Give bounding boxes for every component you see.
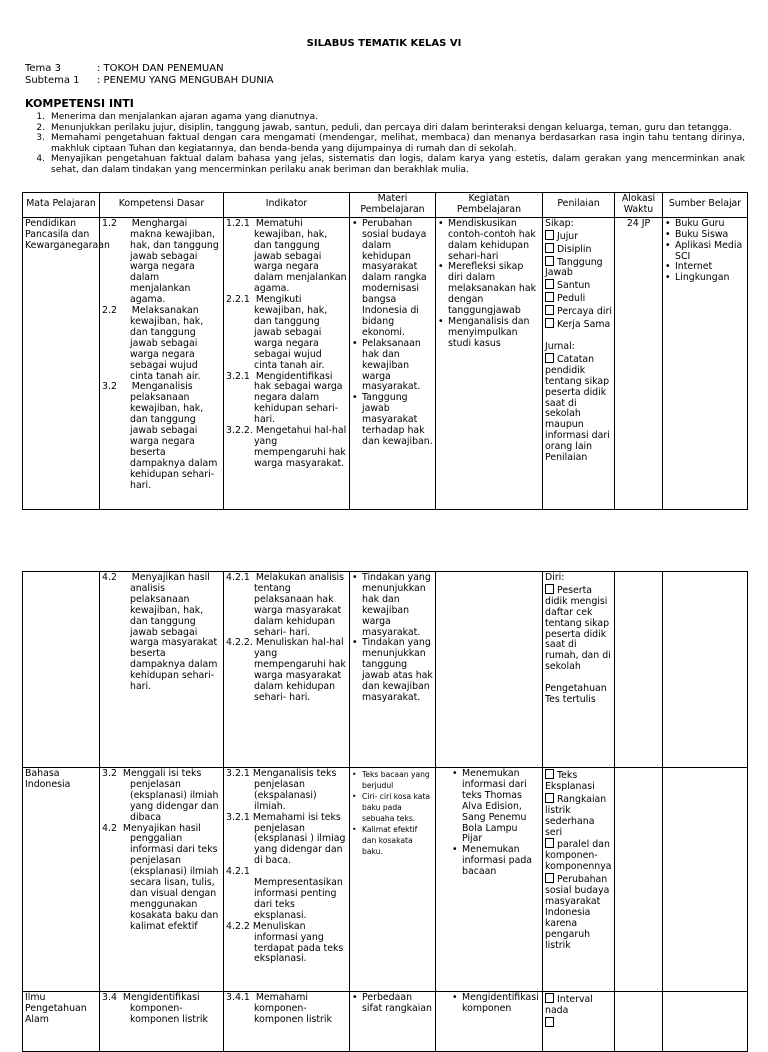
kompetensi-inti-heading: KOMPETENSI INTI xyxy=(25,97,134,110)
penilaian-item xyxy=(545,243,612,256)
col-header-mata-pelajaran: Mata Pelajaran xyxy=(23,193,100,218)
indikator-item: 4.2.2 Menuliskan informasi yang terdapat pada teks eksplanasi. xyxy=(226,920,347,965)
penilaian-text: Santun xyxy=(557,280,591,292)
penilaian-sikap-label: Sikap: xyxy=(545,217,574,229)
materi-item: • Perbedaan sifat rangkaian xyxy=(352,993,433,1015)
materi-item: • Teks bacaan yang berjudul xyxy=(352,769,433,791)
sumber-item: • Lingkungan xyxy=(665,273,745,284)
cell-indikator xyxy=(224,217,350,509)
cell-kegiatan xyxy=(436,768,543,992)
tema-label: Tema 3 xyxy=(25,63,61,74)
materi-item: • Tindakan yang menunjukkan hak dan kewajiban warga masyarakat. xyxy=(352,573,433,638)
penilaian-item xyxy=(545,793,612,839)
cell-alokasi xyxy=(615,768,663,992)
ki-number: 1. xyxy=(36,112,45,122)
ki-number: 2. xyxy=(36,122,45,133)
materi-item: • Ciri- ciri kosa kata baku pada sebuaha teks. xyxy=(352,791,433,824)
sumber-item: • Buku Guru xyxy=(665,219,745,230)
penilaian-item xyxy=(545,873,612,951)
checkbox-icon xyxy=(545,993,554,1003)
checkbox-icon xyxy=(545,318,554,328)
ki-number: 4. xyxy=(36,154,45,164)
checkbox-icon xyxy=(545,243,554,253)
indikator-item: 4.2.1 Mempresentasikan informasi penting dari teks eksplanasi. xyxy=(226,866,346,921)
penilaian-tail: Penilaian xyxy=(545,452,588,464)
penilaian-text: Peserta didik mengisi daftar cek tentang sikap peserta didik saat di rumah, dan di sekolah xyxy=(545,584,611,673)
penilaian-item xyxy=(545,838,612,873)
indikator-item: 2.2.1 Mengikuti kewajiban, hak, dan tanggung jawab sebagai warga negara sebagai wujud cinta tanah air. xyxy=(226,294,331,371)
syllabus-table-part-2 xyxy=(22,571,748,1052)
penilaian-item xyxy=(545,318,612,331)
checkbox-icon xyxy=(545,353,554,363)
checkbox-icon xyxy=(545,769,554,779)
cell-subject: Ilmu Pengetahuan Alam xyxy=(23,992,100,1052)
penilaian-head: Diri: xyxy=(545,572,565,583)
sumber-item: • Internet xyxy=(665,262,745,273)
col-header-indikator: Indikator xyxy=(224,193,350,218)
ki-text: Memahami pengetahuan faktual dengan cara mengamati (mendengar, melihat, membaca) dan menanya berdasarkan rasa ingin tahu tentang dirinya, makhluk ciptaan Tuhan dan kegiatannya, dan benda-benda yang dijumpainya di rumah dan di sekolah. xyxy=(51,133,745,154)
penilaian-text: Teks Eksplanasi xyxy=(545,770,595,792)
checkbox-icon xyxy=(545,584,554,594)
col-header-materi: Materi Pembelajaran xyxy=(350,193,436,218)
kompetensi-inti-list xyxy=(25,112,745,175)
cell-alokasi: 24 JP xyxy=(615,217,663,509)
col-header-penilaian: Penilaian xyxy=(543,193,615,218)
subtema-value: : PENEMU YANG MENGUBAH DUNIA xyxy=(97,75,274,86)
penilaian-jurnal-label: Jurnal: xyxy=(545,340,575,352)
kegiatan-item: • Mengidentifikasi komponen xyxy=(452,993,540,1015)
table-row-ppkn xyxy=(23,217,748,509)
cell-indikator xyxy=(224,572,350,768)
tema-row xyxy=(25,63,274,75)
materi-item: • Tindakan yang menunjukkan tanggung jawab atas hak dan kewajiban masyarakat. xyxy=(352,638,433,703)
kd-item: 4.2 Menyajikan hasil penggalian informasi dari teks penjelasan (eksplanasi) ilmiah secara lisan, tulis, dan visual dengan menggunakan kosakata baku dan kalimat efektif xyxy=(102,822,222,932)
document-title: SILABUS TEMATIK KELAS VI xyxy=(306,38,462,49)
penilaian-item xyxy=(545,305,612,318)
checkbox-icon xyxy=(545,279,554,289)
indikator-item: 1.2.1 Mematuhi kewajiban, hak, dan tanggung jawab sebagai warga negara dalam menjalankan agama. xyxy=(226,217,350,295)
kegiatan-list xyxy=(438,219,540,350)
cell-materi xyxy=(350,572,436,768)
theme-info xyxy=(25,63,274,87)
table-row-bahasa-indonesia xyxy=(23,768,748,992)
cell-alokasi xyxy=(615,992,663,1052)
ki-text: Menerima dan menjalankan ajaran agama yang dianutnya. xyxy=(51,112,318,122)
cell-materi xyxy=(350,992,436,1052)
sumber-item: • Buku Siswa xyxy=(665,230,745,241)
kegiatan-list xyxy=(452,993,540,1015)
penilaian-item xyxy=(545,993,612,1017)
cell-penilaian xyxy=(543,217,615,509)
tema-value: : TOKOH DAN PENEMUAN xyxy=(97,63,224,74)
penilaian-text: Kerja Sama xyxy=(557,319,611,331)
cell-subject: Pendidikan Pancasila dan Kewarganegaraan xyxy=(23,217,100,509)
indikator-item: 3.2.1 Menganalisis teks penjelasan (ekspalanasi) ilmiah. xyxy=(226,768,340,812)
kegiatan-list xyxy=(452,769,540,878)
kegiatan-item: • Menemukan informasi pada bacaan xyxy=(452,845,540,878)
indikator-item: 4.2.2. Menuliskan hal-hal yang mempengaruhi hak warga masyarakat dalam kehidupan sehari- hari. xyxy=(226,637,349,703)
cell-sumber xyxy=(663,217,748,509)
cell-sumber xyxy=(663,572,748,768)
cell-subject: Bahasa Indonesia xyxy=(23,768,100,992)
ki-item xyxy=(25,133,745,154)
cell-kompetensi-dasar xyxy=(100,992,224,1052)
cell-sumber xyxy=(663,992,748,1052)
syllabus-table-part-1 xyxy=(22,192,748,510)
indikator-item: 3.4.1 Memahami komponen-komponen listrik xyxy=(226,992,332,1025)
penilaian-text: paralel dan komponen-komponennya xyxy=(545,839,612,873)
col-header-sumber-belajar: Sumber Belajar xyxy=(663,193,748,218)
checkbox-icon xyxy=(545,873,554,883)
subtema-row xyxy=(25,75,274,87)
indikator-item: 3.2.2. Mengetahui hal-hal yang mempengaruhi hak warga masyarakat. xyxy=(226,425,350,469)
checkbox-icon xyxy=(545,1017,554,1027)
kd-item: 3.2 Menggali isi teks penjelasan (eksplanasi) ilmiah yang didengar dan dibaca xyxy=(102,768,222,823)
materi-list xyxy=(352,573,433,704)
indikator-item: 4.2.1 Melakukan analisis tentang pelaksanaan hak warga masyarakat dalam kehidupan sehari- hari. xyxy=(226,572,348,638)
materi-item: • Pelaksanaan hak dan kewajiban warga masyarakat. xyxy=(352,339,433,394)
materi-list xyxy=(352,993,433,1015)
checkbox-icon xyxy=(545,292,554,302)
cell-kompetensi-dasar xyxy=(100,217,224,509)
col-header-kompetensi-dasar: Kompetensi Dasar xyxy=(100,193,224,218)
ki-text: Menunjukkan perilaku jujur, disiplin, tanggung jawab, santun, peduli, dan percaya diri dalam berinteraksi dengan keluarga, teman, guru dan tetangga. xyxy=(51,122,732,133)
cell-alokasi xyxy=(615,572,663,768)
subtema-label: Subtema 1 xyxy=(25,75,80,86)
penilaian-item xyxy=(545,584,612,673)
table-row-ppkn-continued xyxy=(23,572,748,768)
cell-kegiatan xyxy=(436,217,543,509)
cell-kegiatan xyxy=(436,572,543,768)
kegiatan-item: • Menemukan informasi dari teks Thomas Alva Edision, Sang Penemu Bola Lampu Pijar xyxy=(452,769,540,845)
table-header-row xyxy=(23,193,748,218)
penilaian-item xyxy=(545,353,612,453)
cell-materi xyxy=(350,217,436,509)
materi-item: • Tanggung jawab masyarakat terhadap hak dan kewajiban. xyxy=(352,393,433,448)
sumber-list xyxy=(665,219,745,284)
penilaian-item xyxy=(545,769,612,793)
cell-kompetensi-dasar xyxy=(100,572,224,768)
ki-item xyxy=(25,112,745,123)
penilaian-text: Peduli xyxy=(557,293,586,305)
penilaian-text: Tanggung Jawab xyxy=(545,256,603,279)
cell-subject xyxy=(23,572,100,768)
kd-item: 3.4 Mengidentifikasi komponen-komponen listrik xyxy=(102,992,208,1025)
sumber-item: • Aplikasi Media SCI xyxy=(665,241,745,263)
kegiatan-item: • Mendiskusikan contoh-contoh hak dalam kehidupan sehari-hari xyxy=(438,219,540,263)
cell-materi xyxy=(350,768,436,992)
penilaian-tes: Tes tertulis xyxy=(545,694,596,706)
cell-indikator xyxy=(224,992,350,1052)
penilaian-text: Interval nada xyxy=(545,994,593,1016)
kegiatan-item: • Menganalisis dan menyimpulkan studi kasus xyxy=(438,317,540,350)
kd-item: 2.2 Melaksanakan kewajiban, hak, dan tanggung jawab sebagai warga negara sebagai wujud cinta tanah air. xyxy=(102,305,207,382)
kegiatan-item: • Merefleksi sikap diri dalam melaksanakan hak dengan tanggungjawab xyxy=(438,262,540,317)
cell-kegiatan xyxy=(436,992,543,1052)
indikator-item: 3.2.1 Mengidentifikasi hak sebagai warga negara dalam kehidupan sehari-hari. xyxy=(226,370,346,426)
cell-penilaian xyxy=(543,768,615,992)
kd-item: 1.2 Menghargai makna kewajiban, hak, dan tanggung jawab sebagai warga negara dalam menjalankan agama. xyxy=(102,217,222,306)
penilaian-item xyxy=(545,279,612,292)
penilaian-item xyxy=(545,1017,612,1030)
kd-item: 3.2 Menganalisis pelaksanaan kewajiban, hak, dan tanggung jawab sebagai warga negara beserta dampaknya dalam kehidupan sehari-hari. xyxy=(102,381,221,491)
penilaian-text: Perubahan sosial budaya masyarakat Indonesia karena pengaruh listrik xyxy=(545,874,610,951)
col-header-kegiatan: Kegiatan Pembelajaran xyxy=(436,193,543,218)
ki-item xyxy=(25,123,745,134)
materi-item: • Kalimat efektif dan kosakata baku. xyxy=(352,824,433,857)
cell-penilaian xyxy=(543,992,615,1052)
cell-kompetensi-dasar xyxy=(100,768,224,992)
ki-number: 3. xyxy=(36,133,45,143)
checkbox-icon xyxy=(545,305,554,315)
penilaian-text: Rangkaian listrik sederhana seri xyxy=(545,793,607,838)
checkbox-icon xyxy=(545,256,554,266)
checkbox-icon xyxy=(545,230,554,240)
checkbox-icon xyxy=(545,793,554,803)
penilaian-text: Jujur xyxy=(557,230,579,242)
materi-item: • Perubahan sosial budaya dalam kehidupan masyarakat dalam rangka modernisasi bangsa Indonesia di bidang ekonomi. xyxy=(352,219,433,339)
materi-list xyxy=(352,219,433,448)
cell-indikator xyxy=(224,768,350,992)
penilaian-item xyxy=(545,230,612,243)
penilaian-item xyxy=(545,256,612,280)
indikator-item: 3.2.1 Memahami isi teks penjelasan (eksplanasi ) ilmiag yang didengar dan di baca. xyxy=(226,811,349,867)
col-header-alokasi-waktu: Alokasi Waktu xyxy=(615,193,663,218)
penilaian-pengetahuan: Pengetahuan xyxy=(545,683,607,695)
ki-text: Menyajikan pengetahuan faktual dalam bahasa yang jelas, sistematis dan logis, dalam karya yang estetis, dalam gerakan yang mencerminkan anak sehat, dan dalam tindakan yang mencerminkan perilaku anak beriman dan berakhlak mulia. xyxy=(51,154,745,175)
cell-sumber xyxy=(663,768,748,992)
cell-penilaian xyxy=(543,572,615,768)
penilaian-text: Disiplin xyxy=(557,243,592,255)
kd-item: 4.2 Menyajikan hasil analisis pelaksanaan kewajiban, hak, dan tanggung jawab sebagai warga masyarakat beserta dampaknya dalam kehidupan sehari-hari. xyxy=(102,572,221,693)
materi-list xyxy=(352,769,433,857)
penilaian-item xyxy=(545,292,612,305)
table-row-ipa xyxy=(23,992,748,1052)
penilaian-text: Catatan pendidik tentang sikap peserta didik saat di sekolah maupun informasi dari orang lain xyxy=(545,353,610,453)
ki-item xyxy=(25,154,745,175)
penilaian-text: Percaya diri xyxy=(557,306,612,318)
checkbox-icon xyxy=(545,838,554,848)
